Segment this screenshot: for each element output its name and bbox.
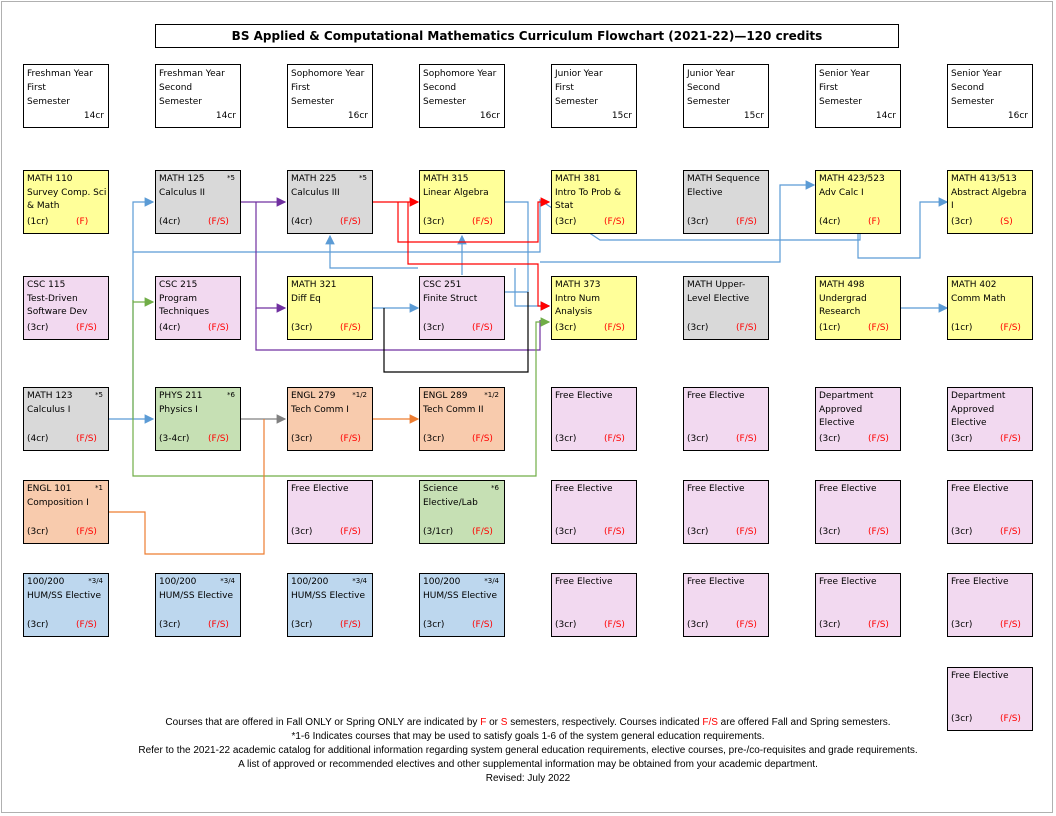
course-title: Science Elective/Lab xyxy=(423,484,478,508)
course-offered: (F/S) xyxy=(472,216,493,227)
course-offered: (F) xyxy=(76,216,89,227)
course-credits: (3cr) xyxy=(951,713,973,724)
gened-marker: *3/4 xyxy=(352,577,367,585)
course-credits: (3cr) xyxy=(291,619,313,630)
course-credits: (3cr) xyxy=(291,526,313,537)
course-title: MATH 315 Linear Algebra xyxy=(423,174,489,198)
course-card-phys211 xyxy=(155,387,241,451)
course-title: MATH 125 Calculus II xyxy=(159,174,206,198)
course-offered: (F/S) xyxy=(1000,526,1021,537)
course-card-mathseq xyxy=(683,170,769,234)
course-card-math225 xyxy=(287,170,373,234)
course-card-math423 xyxy=(815,170,901,234)
course-card-math110 xyxy=(23,170,109,234)
course-offered: (F/S) xyxy=(1000,619,1021,630)
course-credits: (3cr) xyxy=(555,619,577,630)
course-offered: (F/S) xyxy=(868,526,889,537)
course-card-math125 xyxy=(155,170,241,234)
gened-marker: *5 xyxy=(359,174,367,182)
course-card-sci xyxy=(419,480,505,544)
course-title: Department Approved Elective xyxy=(819,391,874,428)
course-credits: (4cr) xyxy=(27,433,49,444)
arrow-math125-to-math321 xyxy=(256,202,285,308)
gened-marker: *1/2 xyxy=(352,391,367,399)
footer-line-offering: Courses that are offered in Fall ONLY or Spring ONLY are indicated by F or S semesters, respectively. Courses indicated F/S are offered Fall and Spring semesters. xyxy=(165,717,891,728)
course-card-math413 xyxy=(947,170,1033,234)
course-credits: (3-4cr) xyxy=(159,433,190,444)
course-card-engl279 xyxy=(287,387,373,451)
course-offered: (S) xyxy=(1000,216,1013,227)
course-offered: (F/S) xyxy=(472,433,493,444)
course-card-engl289 xyxy=(419,387,505,451)
course-title: ENGL 279 Tech Comm I xyxy=(291,391,349,415)
course-offered: (F) xyxy=(868,216,881,227)
course-offered: (F/S) xyxy=(1000,713,1021,724)
course-title: Department Approved Elective xyxy=(951,391,1006,428)
course-credits: (4cr) xyxy=(291,216,313,227)
course-title: 100/200 HUM/SS Elective xyxy=(423,577,498,601)
course-credits: (3cr) xyxy=(159,619,181,630)
gened-marker: *6 xyxy=(227,391,235,399)
course-offered: (F/S) xyxy=(604,619,625,630)
course-title: Free Elective xyxy=(951,671,1009,681)
course-title: Free Elective xyxy=(555,484,613,494)
course-title: Free Elective xyxy=(951,484,1009,494)
course-offered: (F/S) xyxy=(604,526,625,537)
semester-header-2: Freshman Year Second Semester 14cr xyxy=(155,64,241,128)
course-offered: (F/S) xyxy=(340,216,361,227)
course-title: MATH 373 Intro Num Analysis xyxy=(555,280,601,317)
course-credits: (1cr) xyxy=(819,322,841,333)
course-card-math123 xyxy=(23,387,109,451)
page-title: BS Applied & Computational Mathematics Curriculum Flowchart (2021-22)—120 credits xyxy=(155,24,899,48)
course-card-hum3 xyxy=(287,573,373,637)
gened-marker: *1/2 xyxy=(484,391,499,399)
course-card-math321 xyxy=(287,276,373,340)
gened-marker: *6 xyxy=(491,484,499,492)
course-credits: (3cr) xyxy=(555,526,577,537)
course-card-free5 xyxy=(683,480,769,544)
course-title: Free Elective xyxy=(555,577,613,587)
course-offered: (F/S) xyxy=(868,619,889,630)
course-offered: (F/S) xyxy=(340,526,361,537)
course-card-hum4 xyxy=(419,573,505,637)
course-credits: (3cr) xyxy=(819,619,841,630)
course-offered: (F/S) xyxy=(1000,322,1021,333)
course-credits: (3cr) xyxy=(819,526,841,537)
course-card-free8 xyxy=(551,573,637,637)
course-offered: (F/S) xyxy=(604,322,625,333)
course-title: 100/200 HUM/SS Elective xyxy=(291,577,366,601)
course-title: MATH 402 Comm Math xyxy=(951,280,1006,304)
course-credits: (3cr) xyxy=(555,322,577,333)
course-title: 100/200 HUM/SS Elective xyxy=(159,577,234,601)
course-credits: (3cr) xyxy=(423,322,445,333)
course-title: MATH Upper- Level Elective xyxy=(687,280,750,304)
course-offered: (F/S) xyxy=(472,526,493,537)
footer-line-gened: *1-6 Indicates courses that may be used to satisfy goals 1-6 of the system general education requirements. xyxy=(291,731,765,742)
course-credits: (3cr) xyxy=(951,526,973,537)
course-title: CSC 215 Program Techniques xyxy=(159,280,210,317)
course-title: MATH 381 Intro To Prob & Stat xyxy=(555,174,621,211)
course-title: Free Elective xyxy=(951,577,1009,587)
course-card-free7 xyxy=(947,480,1033,544)
semester-header-3: Sophomore Year First Semester 16cr xyxy=(287,64,373,128)
course-credits: (3cr) xyxy=(555,216,577,227)
course-offered: (F/S) xyxy=(604,433,625,444)
course-title: ENGL 101 Composition I xyxy=(27,484,89,508)
course-title: PHYS 211 Physics I xyxy=(159,391,203,415)
course-credits: (3cr) xyxy=(951,216,973,227)
course-offered: (F/S) xyxy=(868,433,889,444)
course-card-free9 xyxy=(683,573,769,637)
course-title: MATH Sequence Elective xyxy=(687,174,760,198)
course-credits: (1cr) xyxy=(27,216,49,227)
course-credits: (3cr) xyxy=(291,433,313,444)
course-title: Free Elective xyxy=(687,391,745,401)
course-credits: (4cr) xyxy=(159,216,181,227)
course-credits: (3cr) xyxy=(27,619,49,630)
gened-marker: *1 xyxy=(95,484,103,492)
course-title: MATH 225 Calculus III xyxy=(291,174,340,198)
course-offered: (F/S) xyxy=(208,433,229,444)
course-offered: (F/S) xyxy=(340,433,361,444)
arrow-math315-to-csc251 xyxy=(504,202,528,292)
course-credits: (3cr) xyxy=(687,322,709,333)
course-card-hum1 xyxy=(23,573,109,637)
course-credits: (3/1cr) xyxy=(423,526,454,537)
course-title: CSC 115 Test-Driven Software Dev xyxy=(27,280,88,317)
course-card-math373 xyxy=(551,276,637,340)
course-offered: (F/S) xyxy=(868,322,889,333)
course-offered: (F/S) xyxy=(208,619,229,630)
course-credits: (4cr) xyxy=(159,322,181,333)
gened-marker: *5 xyxy=(227,174,235,182)
course-offered: (F/S) xyxy=(340,619,361,630)
course-card-hum2 xyxy=(155,573,241,637)
semester-header-8: Senior Year Second Semester 16cr xyxy=(947,64,1033,128)
course-card-csc115 xyxy=(23,276,109,340)
course-credits: (3cr) xyxy=(423,433,445,444)
course-offered: (F/S) xyxy=(736,216,757,227)
semester-header-7: Senior Year First Semester 14cr xyxy=(815,64,901,128)
course-title: Free Elective xyxy=(291,484,349,494)
course-offered: (F/S) xyxy=(340,322,361,333)
course-title: MATH 123 Calculus I xyxy=(27,391,73,415)
gened-marker: *3/4 xyxy=(88,577,103,585)
course-card-free12 xyxy=(947,667,1033,731)
course-card-free4 xyxy=(551,480,637,544)
course-title: 100/200 HUM/SS Elective xyxy=(27,577,102,601)
course-credits: (3cr) xyxy=(951,619,973,630)
course-title: CSC 251 Finite Struct xyxy=(423,280,478,304)
course-offered: (F/S) xyxy=(604,216,625,227)
course-card-csc251 xyxy=(419,276,505,340)
semester-header-4: Sophomore Year Second Semester 16cr xyxy=(419,64,505,128)
gened-marker: *5 xyxy=(95,391,103,399)
course-credits: (1cr) xyxy=(951,322,973,333)
course-credits: (3cr) xyxy=(687,526,709,537)
course-offered: (F/S) xyxy=(736,619,757,630)
course-card-csc215 xyxy=(155,276,241,340)
course-offered: (F/S) xyxy=(208,322,229,333)
gened-marker: *3/4 xyxy=(220,577,235,585)
course-offered: (F/S) xyxy=(76,526,97,537)
course-card-dept1 xyxy=(815,387,901,451)
course-card-math315 xyxy=(419,170,505,234)
course-card-free10 xyxy=(815,573,901,637)
course-card-math381 xyxy=(551,170,637,234)
course-credits: (3cr) xyxy=(687,619,709,630)
course-card-free3 xyxy=(287,480,373,544)
course-credits: (3cr) xyxy=(27,322,49,333)
arrow-math123-to-math125 xyxy=(109,202,153,419)
semester-header-5: Junior Year First Semester 15cr xyxy=(551,64,637,128)
course-title: Free Elective xyxy=(555,391,613,401)
course-offered: (F/S) xyxy=(76,619,97,630)
course-offered: (F/S) xyxy=(472,322,493,333)
gened-marker: *3/4 xyxy=(484,577,499,585)
course-card-free6 xyxy=(815,480,901,544)
course-title: Free Elective xyxy=(687,577,745,587)
course-credits: (3cr) xyxy=(819,433,841,444)
course-credits: (3cr) xyxy=(555,433,577,444)
course-title: MATH 498 Undergrad Research xyxy=(819,280,867,317)
semester-header-1: Freshman Year First Semester 14cr xyxy=(23,64,109,128)
course-offered: (F/S) xyxy=(1000,433,1021,444)
course-title: MATH 413/513 Abstract Algebra I xyxy=(951,174,1027,211)
arrow-to-math373-blue xyxy=(515,268,549,306)
footer-line-revised: Revised: July 2022 xyxy=(485,773,571,784)
course-card-free1 xyxy=(551,387,637,451)
course-credits: (3cr) xyxy=(951,433,973,444)
course-offered: (F/S) xyxy=(736,433,757,444)
semester-header-6: Junior Year Second Semester 15cr xyxy=(683,64,769,128)
course-credits: (4cr) xyxy=(819,216,841,227)
course-title: Free Elective xyxy=(687,484,745,494)
course-credits: (3cr) xyxy=(291,322,313,333)
course-credits: (3cr) xyxy=(687,433,709,444)
course-offered: (F/S) xyxy=(736,322,757,333)
course-card-free2 xyxy=(683,387,769,451)
footer-line-catalog: Refer to the 2021-22 academic catalog for additional information regarding system general education requirements, elective courses, pre-/co-requisites and grade requirements. xyxy=(138,745,918,756)
course-offered: (F/S) xyxy=(76,322,97,333)
course-offered: (F/S) xyxy=(208,216,229,227)
course-title: MATH 321 Diff Eq xyxy=(291,280,337,304)
course-card-free11 xyxy=(947,573,1033,637)
course-title: Free Elective xyxy=(819,484,877,494)
course-card-dept2 xyxy=(947,387,1033,451)
course-title: ENGL 289 Tech Comm II xyxy=(423,391,484,415)
course-credits: (3cr) xyxy=(687,216,709,227)
course-card-math402 xyxy=(947,276,1033,340)
course-credits: (3cr) xyxy=(27,526,49,537)
course-title: MATH 423/523 Adv Calc I xyxy=(819,174,885,198)
course-offered: (F/S) xyxy=(76,433,97,444)
course-card-math498 xyxy=(815,276,901,340)
course-card-engl101 xyxy=(23,480,109,544)
course-card-mathupper xyxy=(683,276,769,340)
course-title: Free Elective xyxy=(819,577,877,587)
footer-notes xyxy=(100,716,956,786)
footer-line-electives: A list of approved or recommended electives and other supplemental information may be obtained from your academic department. xyxy=(238,759,818,770)
course-credits: (3cr) xyxy=(423,216,445,227)
course-offered: (F/S) xyxy=(472,619,493,630)
course-title: MATH 110 Survey Comp. Sci & Math xyxy=(27,174,107,211)
course-offered: (F/S) xyxy=(736,526,757,537)
course-credits: (3cr) xyxy=(423,619,445,630)
